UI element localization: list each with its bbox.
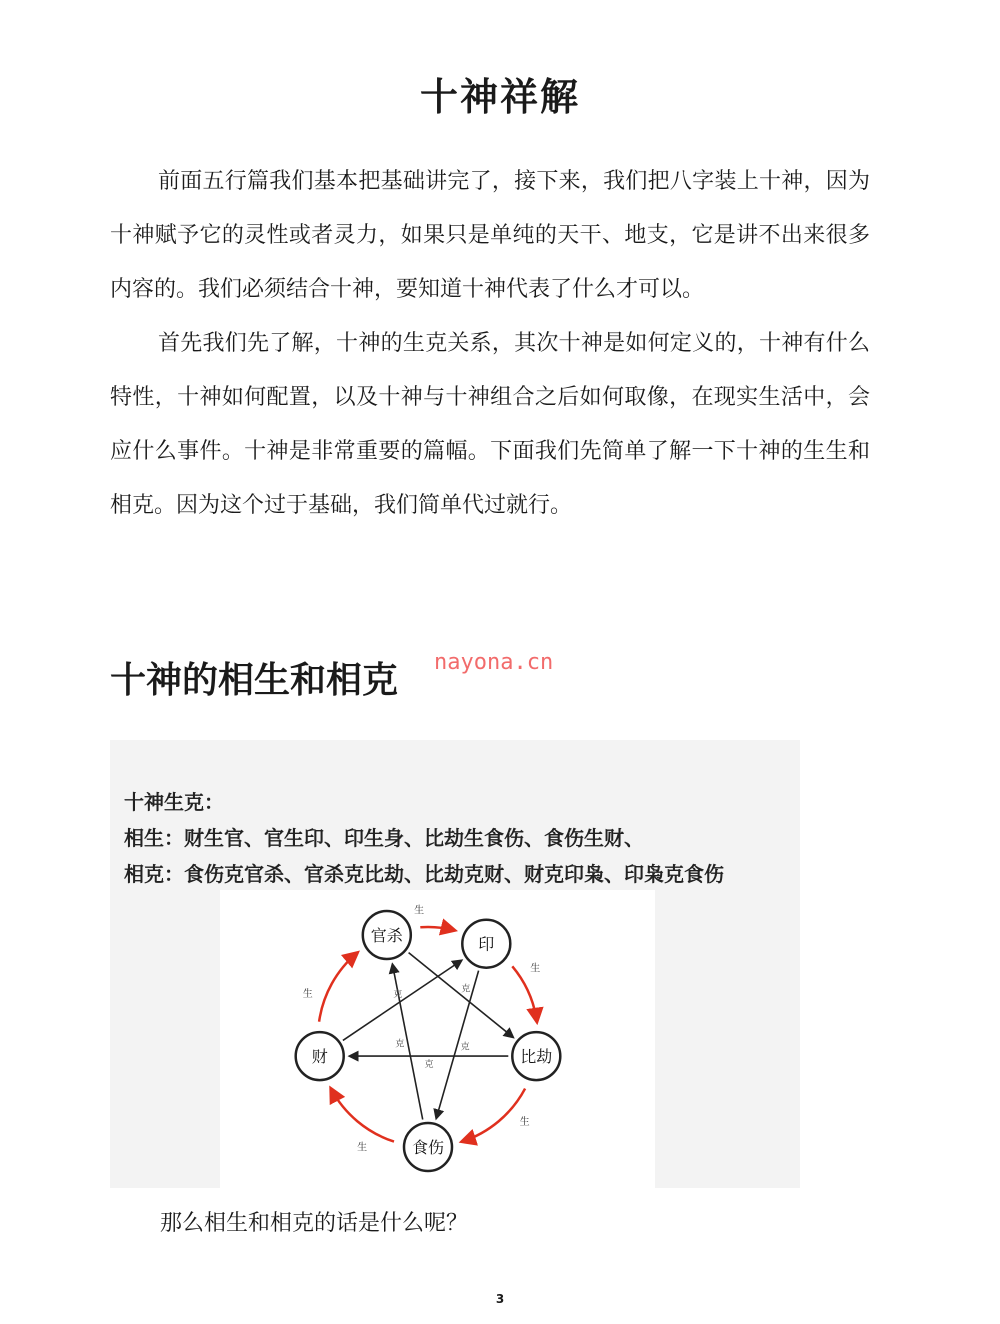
sheng-label: 生 — [414, 905, 425, 917]
page-title: 十神祥解 — [419, 74, 580, 119]
ke-label: 克 — [461, 984, 471, 995]
figure-sheng-line: 相生：财生官、官生印、印生身、比劫生食伤、食伤生财、 — [124, 826, 644, 850]
ke-label: 克 — [395, 1039, 405, 1050]
paragraph-intro: 前面五行篇我们基本把基础讲完了，接下来，我们把八字装上十神，因为十神赋予它的灵性或者灵力，如果只是单纯的天干、地支，它是讲不出来很多内容的。我们必须结合十神，要知道十神代表了什么才可以。 — [110, 169, 870, 302]
diagram-node-label: 食伤 — [411, 1138, 445, 1157]
sheng-arc — [462, 1089, 525, 1142]
diagram-node — [512, 1032, 560, 1080]
diagram-node-label: 官杀 — [370, 926, 403, 945]
diagram-node-label: 财 — [311, 1047, 328, 1067]
figure-heading: 十神生克： — [124, 790, 224, 814]
ten-gods-figure — [110, 740, 800, 1188]
sheng-arc — [420, 927, 454, 930]
diagram-node — [296, 1032, 344, 1080]
diagram-node — [404, 1123, 452, 1171]
caption: 那么相生和相克的话是什么呢？ — [160, 1211, 469, 1236]
sheng-ke-diagram — [110, 740, 800, 1188]
ke-line — [343, 961, 462, 1041]
paragraph-overview: 首先我们先了解，十神的生克关系，其次十神是如何定义的，十神有什么特性，十神如何配置，以及十神与十神组合之后如何取像，在现实生活中，会应什么事件。十神是非常重要的篇幅。下面我们先简单了解一下十神的生生和相克。因为这个过于基础，我们简单代过就行。 — [110, 331, 870, 518]
diagram-node — [363, 911, 411, 959]
ke-label: 克 — [393, 989, 403, 1000]
sheng-arc — [512, 966, 537, 1021]
sheng-arc — [331, 1089, 394, 1142]
diagram-node — [462, 920, 510, 968]
figure-ke-line: 相克：食伤克官杀、官杀克比劫、比劫克财、财克印枭、印枭克食伤 — [124, 862, 724, 886]
sheng-label: 生 — [530, 963, 541, 975]
ke-label: 克 — [460, 1042, 470, 1053]
page-number: 3 — [495, 1292, 505, 1306]
ke-label: 克 — [424, 1060, 434, 1071]
diagram-node-label: 比劫 — [520, 1047, 553, 1067]
section-title: 十神的相生和相克 — [110, 660, 399, 701]
sheng-arc — [319, 953, 357, 1022]
diagram-node-label: 印 — [478, 934, 495, 954]
sheng-label: 生 — [519, 1117, 530, 1128]
sheng-label: 生 — [302, 989, 313, 1001]
sheng-label: 生 — [357, 1142, 368, 1154]
watermark-text: nayona.cn — [434, 650, 554, 675]
